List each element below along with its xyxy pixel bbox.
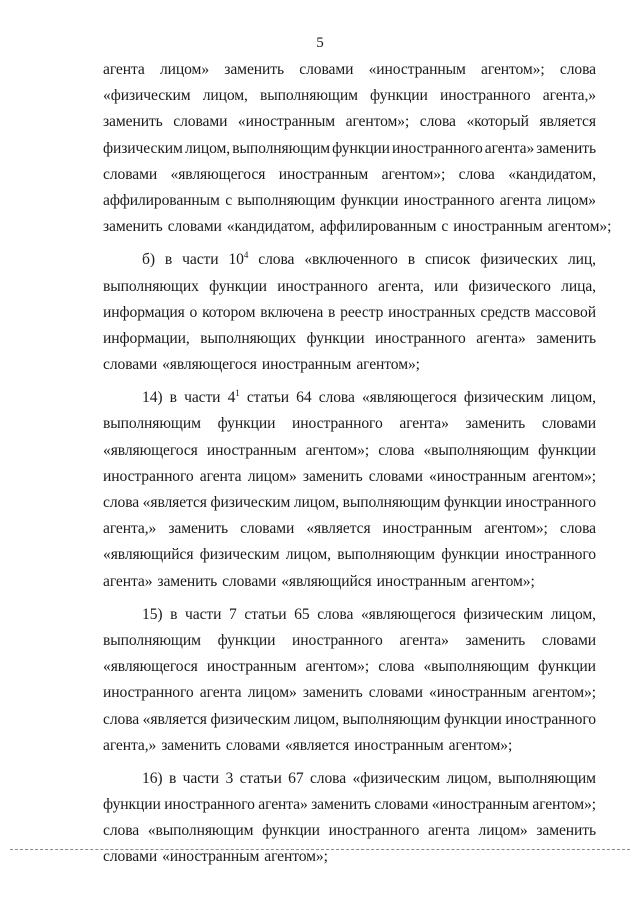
word: агента xyxy=(428,822,470,840)
word: иностранным xyxy=(261,356,352,374)
text-line xyxy=(103,300,596,326)
word: «иностранным xyxy=(429,467,527,485)
word: словами xyxy=(167,218,222,236)
word: $10^4$ xyxy=(228,250,249,269)
word: лицом, xyxy=(446,769,492,787)
word: заменить xyxy=(536,822,596,840)
word: слова xyxy=(378,441,415,459)
word: 14) xyxy=(142,389,163,407)
text-line xyxy=(103,109,596,135)
word: иностранного xyxy=(292,415,383,433)
word: лицом, xyxy=(202,87,248,105)
word: части xyxy=(182,769,219,787)
word: агента,» xyxy=(542,87,596,105)
word: функции xyxy=(103,796,161,814)
word: агента,» xyxy=(103,520,157,538)
word: выполняющим xyxy=(342,494,441,511)
word: «физическим xyxy=(103,87,191,105)
word: агентом»; xyxy=(305,658,370,676)
word: лицом, xyxy=(550,389,596,407)
text-line xyxy=(103,188,596,214)
page-bottom-divider xyxy=(10,849,630,850)
word: агентом»; xyxy=(547,218,612,236)
word: выполняющим xyxy=(498,769,596,787)
word: лицом» xyxy=(159,61,210,78)
word: лицом, xyxy=(184,139,231,157)
word: лицом» xyxy=(247,684,297,702)
word: иностранного xyxy=(505,710,596,728)
word: словами xyxy=(299,61,354,78)
text-line xyxy=(103,654,596,680)
word: агентом»; xyxy=(381,165,446,183)
word: $4^1$ xyxy=(227,388,240,407)
word: заменить xyxy=(536,139,596,157)
word: «кандидатом, xyxy=(226,218,315,236)
word: слова xyxy=(458,165,495,183)
word: выполняющих xyxy=(200,329,297,347)
word: словами xyxy=(225,736,280,754)
word: физическим xyxy=(463,389,544,407)
word: является xyxy=(539,113,596,131)
text-line xyxy=(103,326,596,352)
word: слова xyxy=(378,658,415,676)
word: иностранного xyxy=(403,191,495,209)
word: физическим xyxy=(210,710,291,728)
text-line xyxy=(103,83,596,109)
text-line xyxy=(103,411,596,437)
word: иностранным xyxy=(206,441,297,459)
word: «является xyxy=(142,494,207,511)
word: «является xyxy=(306,520,371,538)
word: в xyxy=(164,251,173,269)
word: словами xyxy=(240,520,295,538)
word: агента xyxy=(499,191,542,209)
word: в xyxy=(328,303,336,321)
word: функции xyxy=(306,329,365,347)
word: словами xyxy=(368,684,423,702)
word: «являющегося xyxy=(361,389,457,407)
word: агента, xyxy=(378,277,424,295)
word: с xyxy=(441,218,449,236)
word: иностранных xyxy=(388,303,476,321)
word: лицом, xyxy=(285,546,331,564)
superscript: 4 xyxy=(243,250,249,261)
word: «являющийся xyxy=(103,546,194,564)
word: части xyxy=(182,251,219,269)
word: заменить xyxy=(103,218,163,236)
word: «иностранным xyxy=(237,113,336,131)
word: «включенного xyxy=(304,251,398,269)
word: физическим xyxy=(103,139,183,157)
word: 7 xyxy=(229,605,237,623)
word: слова xyxy=(103,494,140,511)
word: выполняющим xyxy=(103,631,201,649)
word: лицом, xyxy=(293,494,339,511)
word: лица, xyxy=(561,277,596,295)
word: выполняющим xyxy=(342,710,441,728)
word: слова xyxy=(559,520,596,538)
word: выполняющим xyxy=(232,139,331,157)
word: статьи xyxy=(244,605,287,623)
word: слова xyxy=(317,605,354,623)
word: физического xyxy=(468,277,551,295)
word: физическим xyxy=(463,605,544,623)
word: заменить xyxy=(536,329,596,347)
word: список xyxy=(424,251,471,269)
word: заменить xyxy=(311,796,371,814)
word: «выполняющим xyxy=(147,822,254,840)
text-line xyxy=(103,707,596,733)
word: агента» xyxy=(476,329,526,347)
text-line xyxy=(103,490,596,516)
word: агентом»; xyxy=(264,848,328,866)
word: 64 xyxy=(296,389,312,407)
word: выполняющих xyxy=(103,277,199,295)
text-line xyxy=(103,542,596,568)
word: «являющегося xyxy=(360,605,456,623)
word: «кандидатом, xyxy=(508,165,596,183)
text-line xyxy=(103,733,596,759)
document-body xyxy=(103,57,612,871)
word: словами xyxy=(368,467,423,485)
text-line xyxy=(103,274,596,300)
word: средств xyxy=(480,303,531,321)
word: «иностранным xyxy=(431,796,529,814)
word: выполняющим xyxy=(260,87,358,105)
word: иностранного xyxy=(103,467,194,485)
word: функции xyxy=(538,658,596,676)
word: словами xyxy=(222,572,277,590)
word: словами xyxy=(541,415,596,433)
word: заменить xyxy=(465,631,526,649)
word: в xyxy=(168,769,177,787)
word: иностранным xyxy=(382,520,473,538)
word: «физическим xyxy=(352,769,441,787)
word: слова xyxy=(103,710,140,728)
word: словами xyxy=(173,113,228,131)
word: иностранного xyxy=(164,796,255,814)
word: «иностранным xyxy=(368,61,466,78)
word: «иностранным xyxy=(162,848,260,866)
word: агентом»; xyxy=(532,684,596,702)
word: функции xyxy=(441,546,500,564)
word: агента,» xyxy=(103,736,157,754)
text-line xyxy=(103,57,596,83)
word: слова xyxy=(419,113,456,131)
text-line xyxy=(103,628,596,654)
word: функции xyxy=(538,441,596,459)
text-line xyxy=(103,680,596,706)
word: функции xyxy=(217,415,276,433)
word: с xyxy=(225,191,233,209)
text-line xyxy=(103,766,596,792)
word: б) xyxy=(142,251,155,269)
word: 3 xyxy=(225,769,234,787)
text-line xyxy=(103,464,596,490)
text-line xyxy=(103,352,596,378)
text-line xyxy=(103,162,596,188)
text-line xyxy=(103,792,596,818)
word: котором xyxy=(202,303,256,321)
superscript: 1 xyxy=(235,388,240,399)
text-line xyxy=(103,516,596,542)
word: иностранным xyxy=(206,658,297,676)
word: «является xyxy=(142,710,207,728)
word: иностранного xyxy=(277,277,368,295)
word: физических xyxy=(480,251,558,269)
word: заменить xyxy=(302,684,363,702)
word: заменить xyxy=(465,415,526,433)
word: слова xyxy=(103,822,140,840)
word: части xyxy=(185,605,222,623)
word: в xyxy=(169,389,177,407)
word: лиц, xyxy=(567,251,596,269)
word: агентом»; xyxy=(471,572,535,590)
word: лицом, xyxy=(293,710,339,728)
word: лицом» xyxy=(546,191,596,209)
word: агента» xyxy=(399,415,449,433)
word: слова xyxy=(258,251,295,269)
text-line xyxy=(103,818,596,844)
word: функции xyxy=(332,139,390,157)
word: словами xyxy=(541,631,596,649)
word: агентом»; xyxy=(481,61,545,78)
word: лицом» xyxy=(247,467,297,485)
word: агентом»; xyxy=(532,467,596,485)
word: иностранным xyxy=(376,572,467,590)
word: о xyxy=(189,303,198,321)
word: функции xyxy=(444,494,502,511)
word: функции xyxy=(340,191,399,209)
word: функции xyxy=(444,710,502,728)
word: реестр xyxy=(340,303,384,321)
word: заменить xyxy=(161,736,221,754)
word: или xyxy=(434,277,459,295)
word: слова xyxy=(318,389,355,407)
word: иностранного xyxy=(103,684,194,702)
word: иностранным xyxy=(453,218,543,236)
word: в xyxy=(407,251,415,269)
word: «который xyxy=(466,113,529,131)
word: 16) xyxy=(142,769,163,787)
word: «выполняющим xyxy=(423,658,530,676)
word: иностранного xyxy=(439,87,531,105)
word: функции xyxy=(370,87,428,105)
word: 15) xyxy=(142,605,163,623)
text-line xyxy=(103,569,596,595)
word: «являющегося xyxy=(170,165,266,183)
word: заменить xyxy=(157,572,218,590)
word: включена xyxy=(260,303,324,321)
word: массовой xyxy=(535,303,596,321)
word: статьи xyxy=(239,769,282,787)
text-line xyxy=(103,602,596,628)
word: лицом» xyxy=(478,822,528,840)
word: «являющегося xyxy=(162,356,257,374)
word: физическим xyxy=(199,546,280,564)
word: 65 xyxy=(294,605,310,623)
word: словами xyxy=(103,848,158,866)
word: агентом»; xyxy=(356,356,420,374)
word: заменить xyxy=(103,113,163,131)
word: агента» xyxy=(399,631,449,649)
word: выполняющим xyxy=(237,191,336,209)
word: заменить xyxy=(302,467,363,485)
word: иностранным xyxy=(354,736,444,754)
word: агентом»; xyxy=(305,441,370,459)
word: иностранным xyxy=(278,165,369,183)
word: функции xyxy=(262,822,320,840)
word: иностранного xyxy=(392,139,483,157)
word: части xyxy=(184,389,221,407)
word: иностранного xyxy=(505,546,596,564)
page-number: 5 xyxy=(316,35,324,51)
word: агента xyxy=(199,684,242,702)
word: 67 xyxy=(288,769,304,787)
word: выполняющим xyxy=(337,546,436,564)
word: агента xyxy=(103,61,145,78)
word: иностранного xyxy=(375,329,466,347)
word: выполняющим xyxy=(103,415,201,433)
word: «является xyxy=(284,736,350,754)
word: агентом»; xyxy=(345,113,410,131)
text-line xyxy=(103,214,612,240)
word: агентом»; xyxy=(532,796,596,814)
word: словами xyxy=(103,356,158,374)
word: агента» xyxy=(484,139,535,157)
text-line xyxy=(103,438,596,464)
text-line xyxy=(103,136,596,162)
word: агентом»; xyxy=(484,520,548,538)
word: слова xyxy=(559,61,596,78)
word: «являющийся xyxy=(281,572,372,590)
word: аффилированным xyxy=(319,218,437,236)
word: «выполняющим xyxy=(423,441,530,459)
word: агента» xyxy=(258,796,308,814)
word: иностранного xyxy=(505,494,596,511)
word: функции xyxy=(217,631,276,649)
word: агентом»; xyxy=(448,736,513,754)
text-line xyxy=(103,385,596,411)
word: заменить xyxy=(168,520,228,538)
word: лицом, xyxy=(550,605,596,623)
word: функции xyxy=(209,277,267,295)
word: аффилированным xyxy=(103,191,220,209)
word: статьи xyxy=(246,389,289,407)
word: слова xyxy=(309,769,347,787)
text-line xyxy=(103,247,596,273)
word: заменить xyxy=(224,61,284,78)
word: иностранного xyxy=(328,822,420,840)
word: «иностранным xyxy=(429,684,527,702)
word: физическим xyxy=(210,494,291,511)
word: словами xyxy=(103,165,158,183)
word: агента xyxy=(199,467,242,485)
word: «являющегося xyxy=(103,441,198,459)
word: словами xyxy=(374,796,429,814)
word: информации, xyxy=(103,329,190,347)
word: в xyxy=(170,605,178,623)
word: агента» xyxy=(103,572,153,590)
word: «являющегося xyxy=(103,658,198,676)
word: иностранного xyxy=(292,631,383,649)
word: информация xyxy=(103,303,185,321)
